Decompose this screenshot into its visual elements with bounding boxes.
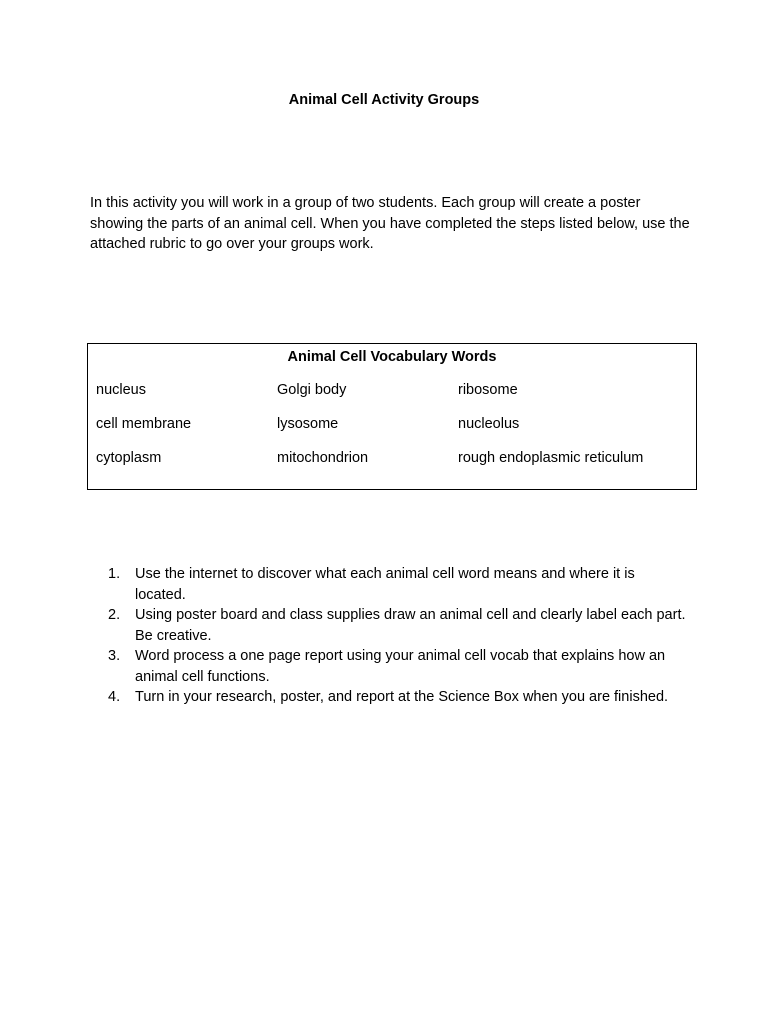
vocabulary-title: Animal Cell Vocabulary Words	[287, 349, 497, 365]
steps-list	[108, 564, 688, 708]
vocabulary-grid	[96, 382, 698, 484]
vocab-word: cell membrane	[96, 416, 192, 432]
vocab-word: cytoplasm	[96, 450, 162, 466]
vocabulary-box	[87, 343, 697, 490]
step-text: Turn in your research, poster, and report at the Science Box when you are finished.	[135, 689, 669, 705]
step-item	[108, 564, 688, 605]
step-number: 2.	[108, 607, 121, 623]
step-number: 4.	[108, 689, 121, 705]
vocab-word: rough endoplasmic reticulum	[458, 450, 644, 466]
step-item	[108, 605, 688, 646]
step-item	[108, 646, 688, 687]
step-text: Word process a one page report using your animal cell vocab that explains how an animal cell functions.	[135, 648, 666, 685]
intro-paragraph: In this activity you will work in a group of two students. Each group will create a poster showing the parts of an animal cell. When you have completed the steps listed below, use the attached rubric to go over your groups work.	[90, 195, 690, 252]
step-item	[108, 687, 688, 708]
vocab-word: nucleus	[96, 382, 146, 398]
vocab-word: Golgi body	[277, 382, 347, 398]
step-number: 3.	[108, 648, 121, 664]
page-title: Animal Cell Activity Groups	[288, 92, 480, 108]
step-text: Using poster board and class supplies draw an animal cell and clearly label each part. Be creative.	[135, 607, 686, 644]
step-text: Use the internet to discover what each animal cell word means and where it is located.	[135, 566, 635, 603]
vocab-word: nucleolus	[458, 416, 520, 432]
vocab-word: mitochondrion	[277, 450, 369, 466]
vocab-word: ribosome	[458, 382, 518, 398]
vocab-word: lysosome	[277, 416, 339, 432]
step-number: 1.	[108, 566, 121, 582]
